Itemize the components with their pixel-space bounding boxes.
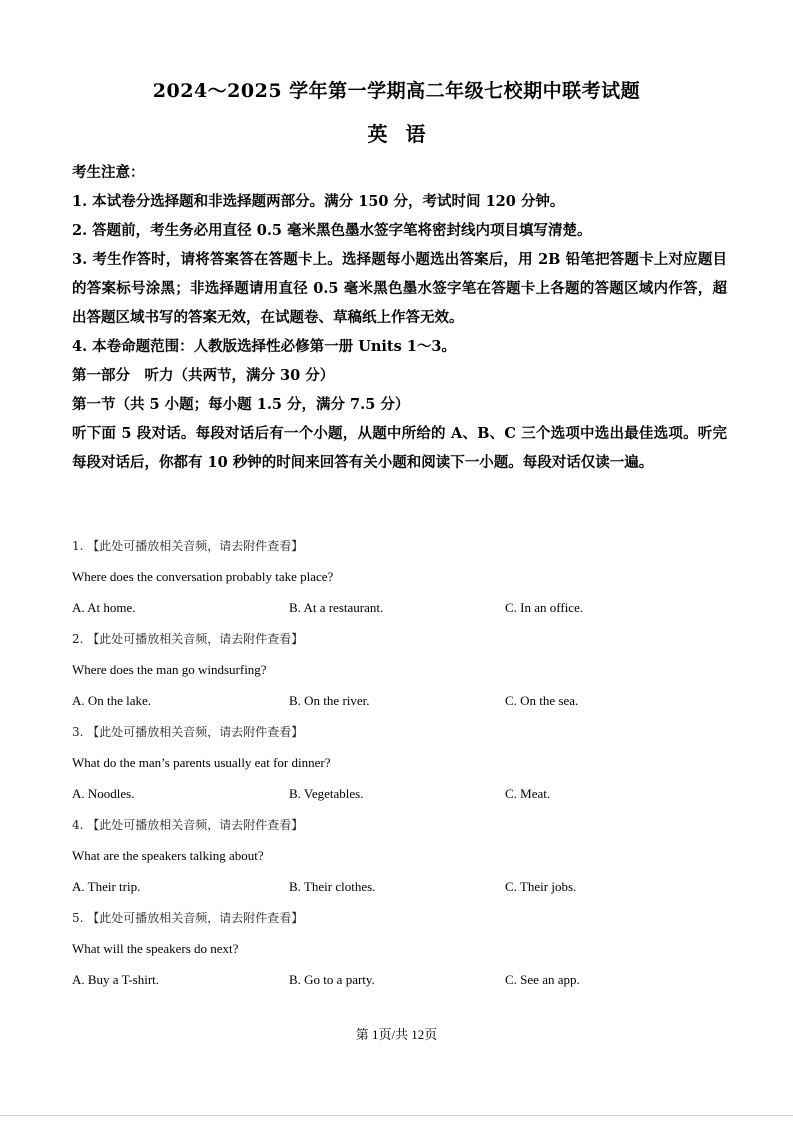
question-text: What are the speakers talking about?	[72, 848, 264, 863]
notice-item: 2. 答题前，考生务必用直径 0.5 毫米黑色墨水签字笔将密封线内项目填写清楚。	[72, 222, 592, 239]
option-a: A. Noodles.	[72, 786, 135, 801]
section-heading: 第一节（共 5 小题；每小题 1.5 分，满分 7.5 分）	[72, 396, 410, 413]
notice-item: 3. 考生作答时，请将答案答在答题卡上。选择题每小题选出答案后，用 2B 铅笔把答题卡上对应题目的答案标号涂黑；非选择题请用直径 0.5 毫米黑色墨水签字笔在答题卡上各题的答题区域内作答，超出答题区域书写的答案无效，在试题卷、草稿纸上作答无效。	[72, 251, 727, 326]
question-options	[72, 967, 722, 998]
question-list	[72, 533, 722, 998]
question-item	[72, 533, 722, 626]
question-text: What will the speakers do next?	[72, 941, 239, 956]
question-item	[72, 905, 722, 998]
option-c: C. Their jobs.	[505, 879, 577, 894]
option-b: B. Go to a party.	[289, 972, 375, 987]
option-a: A. Buy a T-shirt.	[72, 972, 160, 987]
audio-note[interactable]: 1. 【此处可播放相关音频，请去附件查看】	[72, 539, 304, 553]
notice-item: 1. 本试卷分选择题和非选择题两部分。满分 150 分，考试时间 120 分钟。	[72, 193, 565, 210]
audio-note[interactable]: 5. 【此处可播放相关音频，请去附件查看】	[72, 911, 304, 925]
page-number: 第 1页/共 12页	[355, 1027, 438, 1042]
option-c: C. On the sea.	[505, 693, 579, 708]
option-c: C. See an app.	[505, 972, 580, 987]
audio-note[interactable]: 2. 【此处可播放相关音频，请去附件查看】	[72, 632, 304, 646]
question-item	[72, 812, 722, 905]
option-c: C. Meat.	[505, 786, 551, 801]
option-c: C. In an office.	[505, 600, 584, 615]
subject-title: 英语	[367, 122, 444, 146]
audio-note[interactable]: 3. 【此处可播放相关音频，请去附件查看】	[72, 725, 304, 739]
option-a: A. Their trip.	[72, 879, 141, 894]
page-divider	[0, 1115, 793, 1116]
question-options	[72, 595, 722, 626]
question-options	[72, 874, 722, 905]
part-heading: 第一部分 听力（共两节，满分 30 分）	[72, 367, 335, 384]
option-b: B. Their clothes.	[289, 879, 376, 894]
question-item	[72, 626, 722, 719]
listening-instructions: 听下面 5 段对话。每段对话后有一个小题，从题中所给的 A、B、C 三个选项中选出最佳选项。听完每段对话后，你都有 10 秒钟的时间来回答有关小题和阅读下一小题。每段对话仅读一遍。	[72, 425, 727, 471]
option-b: B. On the river.	[289, 693, 370, 708]
question-item	[72, 719, 722, 812]
option-a: A. On the lake.	[72, 693, 152, 708]
notice-heading: 考生注意：	[72, 164, 145, 181]
audio-note[interactable]: 4. 【此处可播放相关音频，请去附件查看】	[72, 818, 304, 832]
question-text: Where does the conversation probably take place?	[72, 569, 334, 584]
option-b: B. At a restaurant.	[289, 600, 384, 615]
question-text: What do the man’s parents usually eat for dinner?	[72, 755, 331, 770]
notice-item: 4. 本卷命题范围：人教版选择性必修第一册 Units 1～3。	[72, 338, 457, 355]
question-options	[72, 688, 722, 719]
option-a: A. At home.	[72, 600, 136, 615]
instructions-block	[72, 158, 727, 477]
option-b: B. Vegetables.	[289, 786, 364, 801]
question-options	[72, 781, 722, 812]
question-text: Where does the man go windsurfing?	[72, 662, 267, 677]
exam-title: 2024～2025 学年第一学期高二年级七校期中联考试题	[152, 80, 641, 102]
